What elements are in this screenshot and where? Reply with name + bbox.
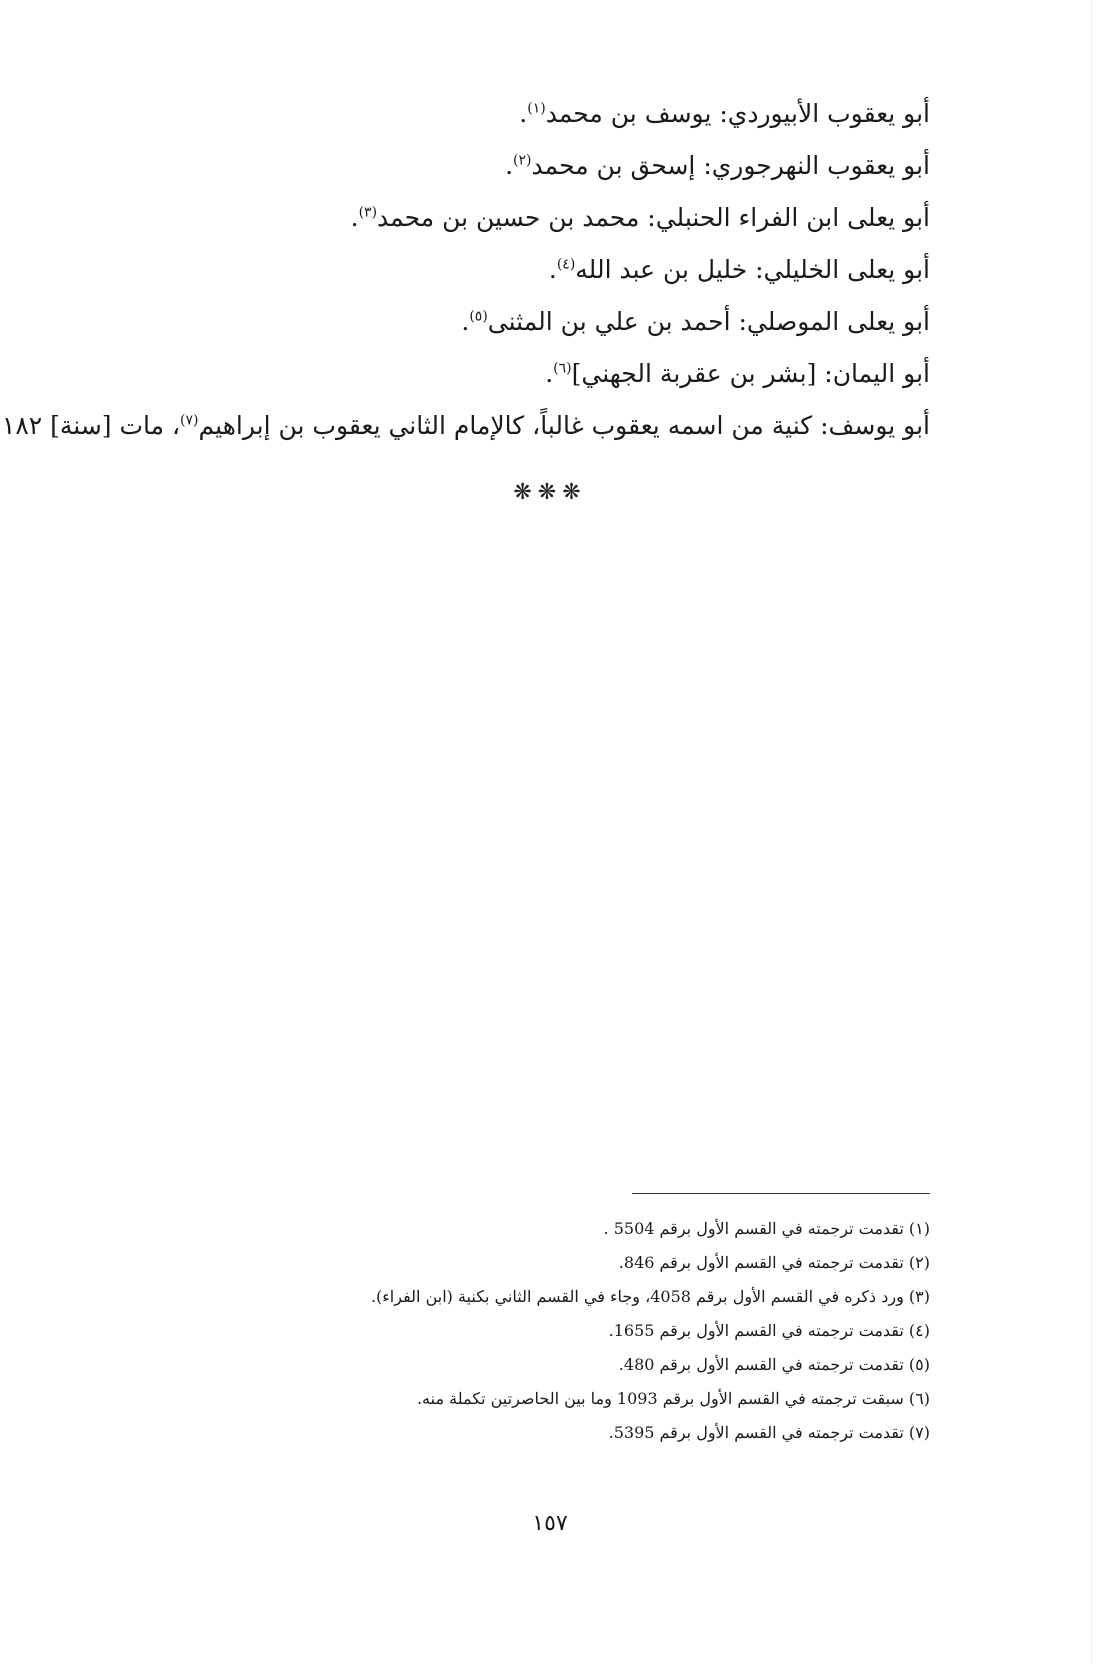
footnote: (٤) تقدمت ترجمته في القسم الأول برقم 1655. [608,1321,930,1340]
entry-tail: . [461,307,470,336]
scan-edge-line [1091,0,1092,1664]
footnote-reference: (٧) [180,412,199,429]
entry-tail: . [548,255,557,284]
section-divider-ornament: ❋❋❋ [513,480,587,505]
footnote: (٣) ورد ذكره في القسم الأول برقم 4058، وجاء في القسم الثاني بكنية (ابن الفراء). [370,1287,930,1306]
footnote-reference: (٢) [513,152,532,169]
footnote-reference: (٥) [469,308,488,325]
footnote: (٦) سبقت ترجمته في القسم الأول برقم 1093 وما بين الحاصرتين تكملة منه. [416,1389,930,1408]
entry-text: أبو اليمان: [بشر بن عقربة الجهني] [571,359,930,388]
footnote: (٧) تقدمت ترجمته في القسم الأول برقم 5395. [608,1423,930,1442]
kunya-entry [100,140,930,192]
entry-text: أبو يعلى ابن الفراء الحنبلي: محمد بن حسين بن محمد [377,203,930,232]
kunya-entry [100,192,930,244]
entry-tail: . [505,151,514,180]
footnote-reference: (٤) [556,256,576,273]
entry-tail: . [519,99,528,128]
entry-text: أبو يعقوب النهرجوري: إسحق بن محمد [531,151,930,180]
footnote-reference: (٣) [358,204,378,221]
kunya-entry [100,296,930,348]
entry-tail: . [350,203,359,232]
kunya-entry [1,400,930,452]
kunya-entries-list [1,88,930,452]
page-number: ١٥٧ [532,1511,568,1536]
footnote-separator-line [632,1193,930,1194]
footnote: (٥) تقدمت ترجمته في القسم الأول برقم 480. [618,1355,930,1374]
entry-tail: ، مات [سنة] ١٨٢ [1,411,181,440]
footnote: (٢) تقدمت ترجمته في القسم الأول برقم 846. [618,1253,930,1272]
entry-text: أبو يوسف: كنية من اسمه يعقوب غالباً، كالإمام الثاني يعقوب بن إبراهيم [198,411,930,440]
kunya-entry [100,244,930,296]
footnote-reference: (١) [527,100,546,117]
entry-text: أبو يعلى الخليلي: خليل بن عبد الله [575,255,930,284]
footnotes-list [100,1212,930,1450]
kunya-entry [100,88,930,140]
entry-text: أبو يعقوب الأبيوردي: يوسف بن محمد [545,99,930,128]
kunya-entry [100,348,930,400]
entry-tail: . [545,359,554,388]
footnote: (١) تقدمت ترجمته في القسم الأول برقم 5504 . [603,1219,930,1238]
footnote-reference: (٦) [553,360,572,377]
entry-text: أبو يعلى الموصلي: أحمد بن علي بن المثنى [487,307,930,336]
